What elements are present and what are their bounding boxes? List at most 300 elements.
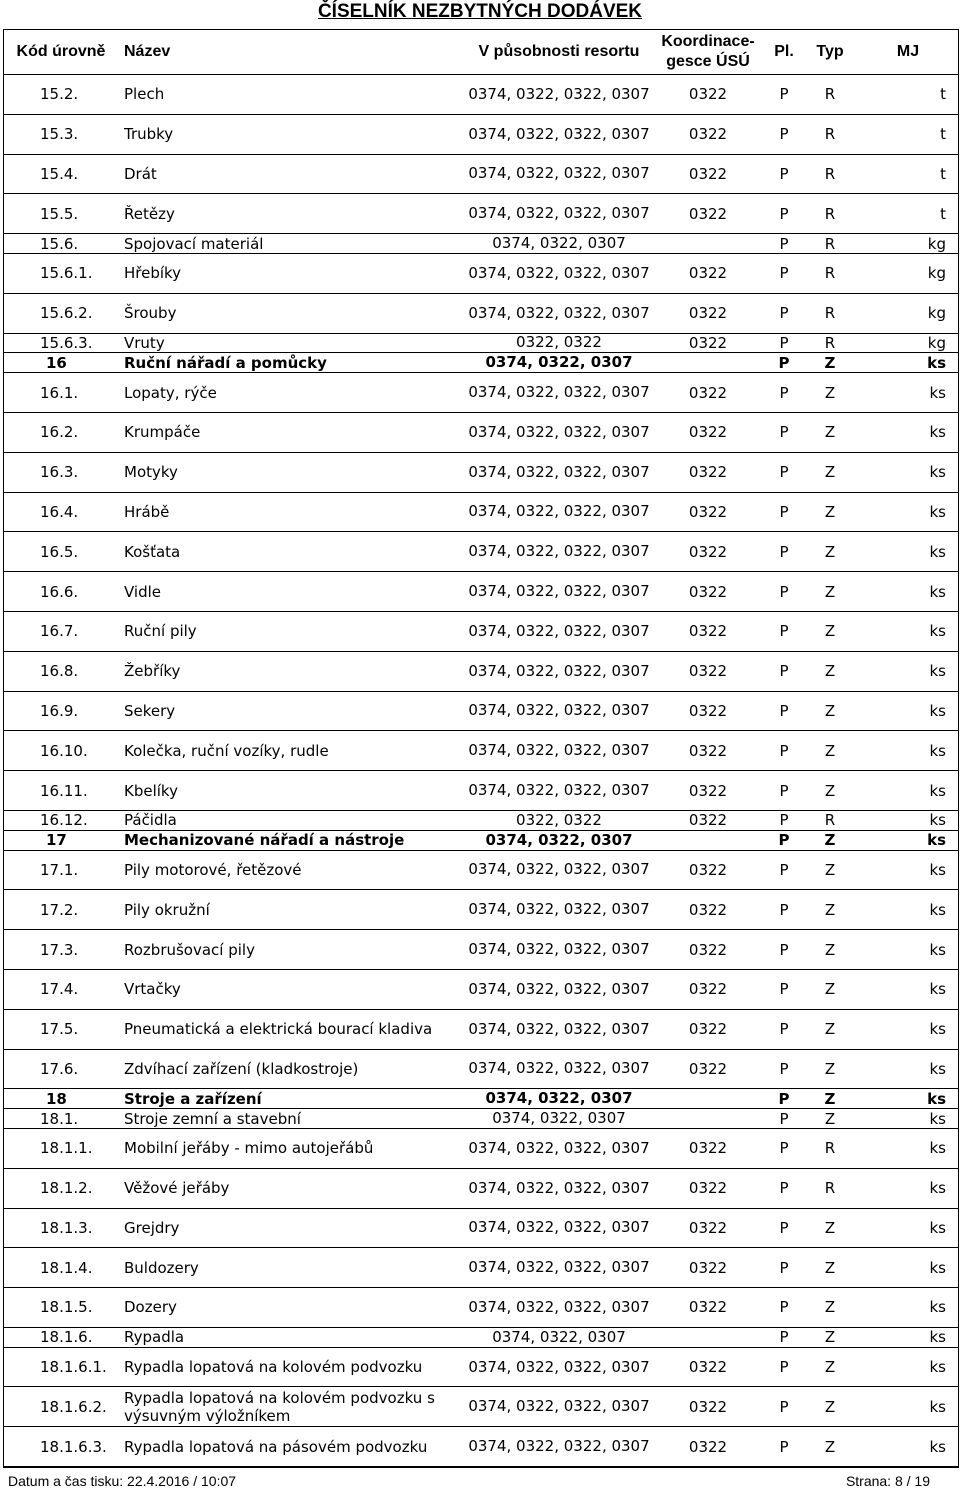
cell-typ: Z bbox=[824, 1109, 836, 1128]
table-row bbox=[4, 1169, 958, 1209]
cell-nazev: Plech bbox=[124, 85, 165, 104]
header-v-pusobnosti: V působnosti resortu bbox=[478, 43, 640, 60]
cell-kod: 15.2. bbox=[40, 85, 79, 104]
cell-typ: Z bbox=[824, 940, 836, 959]
cell-typ: Z bbox=[824, 622, 836, 641]
cell-v-pusobnosti: 0374, 0322, 0322, 0307 bbox=[468, 1178, 650, 1197]
cell-v-pusobnosti: 0374, 0322, 0322, 0307 bbox=[468, 502, 650, 521]
cell-typ: R bbox=[824, 304, 836, 323]
table-row bbox=[4, 1050, 958, 1090]
cell-pl: P bbox=[779, 1179, 789, 1198]
cell-v-pusobnosti: 0374, 0322, 0322, 0307 bbox=[468, 979, 650, 998]
cell-v-pusobnosti: 0374, 0322, 0322, 0307 bbox=[468, 1138, 650, 1157]
cell-v-pusobnosti: 0374, 0322, 0322, 0307 bbox=[468, 582, 650, 601]
cell-koordinace: 0322 bbox=[688, 860, 728, 879]
table-row bbox=[4, 771, 958, 811]
cell-pl: P bbox=[779, 333, 789, 352]
cell-pl: P bbox=[779, 781, 789, 800]
cell-pl: P bbox=[779, 304, 789, 323]
cell-typ: Z bbox=[824, 463, 836, 482]
cell-pl: P bbox=[779, 1020, 789, 1039]
table-row bbox=[4, 612, 958, 652]
cell-nazev: Drát bbox=[124, 164, 157, 183]
cell-koordinace: 0322 bbox=[688, 900, 728, 919]
cell-mj: ks bbox=[929, 811, 946, 830]
cell-v-pusobnosti: 0322, 0322 bbox=[516, 810, 602, 829]
cell-kod: 15.6.1. bbox=[40, 264, 93, 283]
cell-koordinace: 0322 bbox=[688, 304, 728, 323]
cell-mj: ks bbox=[929, 1328, 946, 1347]
section-row bbox=[4, 1089, 958, 1109]
cell-kod: 16.6. bbox=[40, 582, 79, 601]
cell-kod: 17.4. bbox=[40, 980, 79, 999]
table-row bbox=[4, 194, 958, 234]
cell-koordinace: 0322 bbox=[688, 582, 728, 601]
cell-pl: P bbox=[779, 811, 789, 830]
cell-v-pusobnosti: 0374, 0322, 0307 bbox=[485, 830, 633, 849]
cell-nazev: Kolečka, ruční vozíky, rudle bbox=[124, 741, 329, 760]
cell-pl: P bbox=[779, 900, 789, 919]
cell-nazev: Vrtačky bbox=[124, 980, 181, 999]
cell-nazev: Motyky bbox=[124, 463, 178, 482]
table-row bbox=[4, 234, 958, 254]
cell-kod: 18.1.6. bbox=[40, 1328, 93, 1347]
cell-kod: 17 bbox=[46, 831, 67, 850]
cell-mj: ks bbox=[929, 1020, 946, 1039]
table-row bbox=[4, 532, 958, 572]
cell-v-pusobnosti: 0374, 0322, 0322, 0307 bbox=[468, 860, 650, 879]
header-typ: Typ bbox=[816, 43, 844, 60]
cell-pl: P bbox=[779, 1358, 789, 1377]
cell-v-pusobnosti: 0374, 0322, 0307 bbox=[492, 234, 626, 253]
cell-pl: P bbox=[779, 125, 789, 144]
cell-mj: ks bbox=[929, 383, 946, 402]
header-nazev: Název bbox=[124, 43, 171, 60]
cell-koordinace: 0322 bbox=[688, 662, 728, 681]
cell-nazev: Trubky bbox=[124, 125, 174, 144]
cell-typ: R bbox=[824, 234, 836, 253]
cell-mj: ks bbox=[929, 741, 946, 760]
cell-v-pusobnosti: 0374, 0322, 0322, 0307 bbox=[468, 1258, 650, 1277]
cell-kod: 15.6.2. bbox=[40, 304, 93, 323]
cell-koordinace: 0322 bbox=[688, 1437, 728, 1456]
cell-koordinace: 0322 bbox=[688, 980, 728, 999]
cell-kod: 16.7. bbox=[40, 622, 79, 641]
table-row bbox=[4, 1109, 958, 1129]
cell-koordinace: 0322 bbox=[688, 1258, 728, 1277]
cell-mj: kg bbox=[927, 264, 946, 283]
cell-kod: 15.6. bbox=[40, 234, 79, 253]
table-row bbox=[4, 890, 958, 930]
cell-kod: 18.1.5. bbox=[40, 1298, 93, 1317]
cell-typ: Z bbox=[824, 1328, 836, 1347]
cell-pl: P bbox=[779, 860, 789, 879]
cell-mj: ks bbox=[929, 980, 946, 999]
cell-v-pusobnosti: 0374, 0322, 0322, 0307 bbox=[468, 661, 650, 680]
cell-kod: 18.1.3. bbox=[40, 1218, 93, 1237]
cell-v-pusobnosti: 0374, 0322, 0322, 0307 bbox=[468, 741, 650, 760]
header-kod: Kód úrovně bbox=[16, 43, 106, 60]
cell-typ: Z bbox=[824, 1298, 836, 1317]
cell-mj: ks bbox=[929, 1397, 946, 1416]
cell-koordinace: 0322 bbox=[688, 85, 728, 104]
cell-mj: kg bbox=[927, 234, 946, 253]
cell-typ: R bbox=[824, 125, 836, 144]
cell-koordinace: 0322 bbox=[688, 164, 728, 183]
cell-kod: 17.6. bbox=[40, 1059, 79, 1078]
cell-mj: ks bbox=[929, 1218, 946, 1237]
cell-kod: 18.1. bbox=[40, 1109, 79, 1128]
table-row bbox=[4, 811, 958, 831]
cell-kod: 16.5. bbox=[40, 542, 79, 561]
cell-typ: Z bbox=[824, 502, 836, 521]
table-row bbox=[4, 115, 958, 155]
cell-koordinace: 0322 bbox=[688, 622, 728, 641]
cell-v-pusobnosti: 0374, 0322, 0322, 0307 bbox=[468, 1019, 650, 1038]
cell-pl: P bbox=[779, 1397, 789, 1416]
cell-nazev: Hrábě bbox=[124, 502, 170, 521]
cell-pl: P bbox=[779, 1328, 789, 1347]
table-row bbox=[4, 1328, 958, 1348]
cell-v-pusobnosti: 0374, 0322, 0322, 0307 bbox=[468, 940, 650, 959]
header-pl: Pl. bbox=[774, 43, 794, 60]
table-row bbox=[4, 373, 958, 413]
cell-v-pusobnosti: 0374, 0322, 0322, 0307 bbox=[468, 204, 650, 223]
table-row bbox=[4, 1427, 958, 1467]
cell-pl: P bbox=[779, 234, 789, 253]
cell-kod: 15.6.3. bbox=[40, 333, 93, 352]
table-row bbox=[4, 692, 958, 732]
cell-mj: ks bbox=[929, 582, 946, 601]
cell-nazev: Krumpáče bbox=[124, 423, 201, 442]
cell-v-pusobnosti: 0374, 0322, 0322, 0307 bbox=[468, 462, 650, 481]
page-title: ČÍSELNÍK NEZBYTNÝCH DODÁVEK bbox=[317, 1, 643, 22]
cell-nazev: Stroje a zařízení bbox=[124, 1089, 262, 1108]
cell-mj: ks bbox=[929, 1059, 946, 1078]
cell-nazev: Stroje zemní a stavební bbox=[124, 1109, 301, 1128]
cell-koordinace: 0322 bbox=[688, 701, 728, 720]
cell-typ: Z bbox=[824, 781, 836, 800]
cell-kod: 16.8. bbox=[40, 662, 79, 681]
cell-kod: 17.2. bbox=[40, 900, 79, 919]
cell-pl: P bbox=[779, 940, 789, 959]
cell-koordinace: 0322 bbox=[688, 811, 728, 830]
cell-mj: ks bbox=[929, 463, 946, 482]
cell-v-pusobnosti: 0374, 0322, 0322, 0307 bbox=[468, 1218, 650, 1237]
cell-koordinace: 0322 bbox=[688, 1020, 728, 1039]
cell-kod: 18 bbox=[46, 1089, 67, 1108]
cell-typ: Z bbox=[824, 1397, 836, 1416]
cell-pl: P bbox=[779, 582, 789, 601]
cell-typ: R bbox=[824, 811, 836, 830]
cell-pl: P bbox=[779, 1059, 789, 1078]
cell-koordinace: 0322 bbox=[688, 264, 728, 283]
cell-koordinace: 0322 bbox=[688, 1179, 728, 1198]
cell-nazev: Pily motorové, řetězové bbox=[124, 860, 302, 879]
cell-koordinace: 0322 bbox=[688, 1358, 728, 1377]
cell-kod: 17.5. bbox=[40, 1020, 79, 1039]
table-row bbox=[4, 851, 958, 891]
cell-v-pusobnosti: 0374, 0322, 0322, 0307 bbox=[468, 1297, 650, 1316]
cell-nazev: Dozery bbox=[124, 1298, 177, 1317]
cell-nazev: Lopaty, rýče bbox=[124, 383, 217, 402]
cell-nazev: Žebříky bbox=[124, 662, 181, 681]
cell-nazev: Řetězy bbox=[124, 204, 175, 223]
table-row bbox=[4, 652, 958, 692]
cell-nazev: Buldozery bbox=[124, 1258, 199, 1277]
cell-pl: P bbox=[779, 1437, 789, 1456]
cell-nazev: Sekery bbox=[124, 701, 176, 720]
cell-v-pusobnosti: 0374, 0322, 0322, 0307 bbox=[468, 1397, 650, 1416]
cell-mj: ks bbox=[929, 622, 946, 641]
cell-koordinace bbox=[650, 353, 766, 372]
cell-nazev: Pneumatická a elektrická bourací kladiva bbox=[124, 1020, 433, 1039]
cell-nazev: Rypadla lopatová na kolovém podvozku bbox=[124, 1358, 423, 1377]
cell-pl: P bbox=[779, 622, 789, 641]
cell-pl: P bbox=[779, 1139, 789, 1158]
print-date: Datum a čas tisku: 22.4.2016 / 10:07 bbox=[8, 1473, 237, 1489]
cell-kod: 15.3. bbox=[40, 125, 79, 144]
cell-mj: ks bbox=[929, 1298, 946, 1317]
cell-typ: Z bbox=[824, 1059, 836, 1078]
cell-koordinace: 0322 bbox=[688, 741, 728, 760]
cell-koordinace: 0322 bbox=[688, 781, 728, 800]
cell-mj: ks bbox=[929, 542, 946, 561]
cell-kod: 16.11. bbox=[40, 781, 88, 800]
cell-mj: ks bbox=[929, 502, 946, 521]
cell-mj: ks bbox=[929, 701, 946, 720]
table-row bbox=[4, 334, 958, 354]
cell-v-pusobnosti: 0374, 0322, 0322, 0307 bbox=[468, 1059, 650, 1078]
cell-typ: Z bbox=[824, 542, 836, 561]
cell-koordinace: 0322 bbox=[688, 1059, 728, 1078]
cell-kod: 16.10. bbox=[40, 741, 88, 760]
table-row bbox=[4, 930, 958, 970]
cell-v-pusobnosti: 0374, 0322, 0322, 0307 bbox=[468, 164, 650, 183]
cell-nazev: Páčidla bbox=[124, 811, 177, 830]
cell-v-pusobnosti: 0374, 0322, 0322, 0307 bbox=[468, 1357, 650, 1376]
cell-pl: P bbox=[779, 164, 789, 183]
page-number: Strana: 8 / 19 bbox=[845, 1473, 930, 1489]
table-row bbox=[4, 1387, 958, 1427]
cell-koordinace: 0322 bbox=[688, 502, 728, 521]
cell-pl: P bbox=[779, 542, 789, 561]
cell-kod: 18.1.6.3. bbox=[40, 1437, 107, 1456]
cell-nazev: Šrouby bbox=[124, 304, 177, 323]
table-row bbox=[4, 1348, 958, 1388]
cell-koordinace: 0322 bbox=[688, 125, 728, 144]
cell-pl: P bbox=[779, 463, 789, 482]
cell-pl: P bbox=[779, 1258, 789, 1277]
table-row bbox=[4, 572, 958, 612]
cell-pl: P bbox=[779, 980, 789, 999]
cell-v-pusobnosti: 0374, 0322, 0322, 0307 bbox=[468, 621, 650, 640]
cell-nazev: Vidle bbox=[124, 582, 162, 601]
cell-nazev: Grejdry bbox=[124, 1218, 180, 1237]
cell-typ: Z bbox=[824, 701, 836, 720]
cell-kod: 18.1.2. bbox=[40, 1179, 93, 1198]
cell-typ: Z bbox=[824, 423, 836, 442]
cell-pl: P bbox=[779, 1109, 789, 1128]
cell-kod: 16.2. bbox=[40, 423, 79, 442]
cell-kod: 16.3. bbox=[40, 463, 79, 482]
cell-pl: P bbox=[779, 662, 789, 681]
cell-kod: 16 bbox=[46, 353, 67, 372]
cell-nazev: Věžové jeřáby bbox=[124, 1179, 230, 1198]
table-row bbox=[4, 155, 958, 195]
cell-typ: R bbox=[824, 204, 836, 223]
table-row bbox=[4, 294, 958, 334]
table-row bbox=[4, 1288, 958, 1328]
cell-typ: Z bbox=[824, 900, 836, 919]
cell-nazev: Zdvíhací zařízení (kladkostroje) bbox=[124, 1059, 359, 1078]
cell-nazev: Spojovací materiál bbox=[124, 234, 264, 253]
cell-mj: ks bbox=[927, 1089, 946, 1108]
cell-pl: P bbox=[779, 1218, 789, 1237]
table-header bbox=[4, 29, 958, 75]
cell-nazev: Mobilní jeřáby - mimo autojeřábů bbox=[124, 1139, 374, 1158]
cell-kod: 17.1. bbox=[40, 860, 79, 879]
cell-nazev: Rypadla bbox=[124, 1328, 185, 1347]
cell-pl: P bbox=[779, 741, 789, 760]
cell-mj: ks bbox=[929, 781, 946, 800]
cell-typ: R bbox=[824, 1179, 836, 1198]
cell-koordinace bbox=[650, 1328, 766, 1347]
cell-nazev: Ruční nářadí a pomůcky bbox=[124, 353, 327, 372]
table-body bbox=[4, 75, 958, 1467]
table-row bbox=[4, 254, 958, 294]
cell-v-pusobnosti: 0374, 0322, 0307 bbox=[485, 353, 633, 372]
cell-mj: t bbox=[940, 125, 946, 144]
cell-v-pusobnosti: 0374, 0322, 0307 bbox=[485, 1089, 633, 1108]
cell-kod: 16.9. bbox=[40, 701, 79, 720]
cell-typ: Z bbox=[824, 741, 836, 760]
cell-typ: Z bbox=[824, 1358, 836, 1377]
cell-v-pusobnosti: 0374, 0322, 0322, 0307 bbox=[468, 422, 650, 441]
cell-pl: P bbox=[778, 831, 790, 850]
cell-koordinace bbox=[650, 1089, 766, 1108]
cell-mj: ks bbox=[929, 1139, 946, 1158]
cell-typ: Z bbox=[824, 831, 836, 850]
cell-mj: ks bbox=[929, 1109, 946, 1128]
table-row bbox=[4, 413, 958, 453]
cell-mj: ks bbox=[929, 1258, 946, 1277]
cell-typ: R bbox=[824, 264, 836, 283]
cell-typ: Z bbox=[824, 1218, 836, 1237]
header-mj: MJ bbox=[896, 43, 920, 60]
cell-koordinace: 0322 bbox=[688, 1218, 728, 1237]
cell-nazev: Košťata bbox=[124, 542, 181, 561]
cell-pl: P bbox=[779, 423, 789, 442]
cell-koordinace: 0322 bbox=[688, 940, 728, 959]
cell-v-pusobnosti: 0374, 0322, 0322, 0307 bbox=[468, 124, 650, 143]
cell-pl: P bbox=[779, 502, 789, 521]
cell-kod: 16.1. bbox=[40, 383, 79, 402]
cell-v-pusobnosti: 0374, 0322, 0322, 0307 bbox=[468, 1437, 650, 1456]
cell-nazev: Mechanizované nářadí a nástroje bbox=[124, 831, 405, 850]
cell-koordinace: 0322 bbox=[688, 1298, 728, 1317]
cell-v-pusobnosti: 0374, 0322, 0322, 0307 bbox=[468, 900, 650, 919]
cell-kod: 15.4. bbox=[40, 164, 79, 183]
cell-mj: t bbox=[940, 164, 946, 183]
cell-v-pusobnosti: 0374, 0322, 0322, 0307 bbox=[468, 383, 650, 402]
cell-typ: R bbox=[824, 1139, 836, 1158]
table-row bbox=[4, 1010, 958, 1050]
cell-koordinace: 0322 bbox=[688, 383, 728, 402]
cell-typ: R bbox=[824, 164, 836, 183]
table-row bbox=[4, 75, 958, 115]
cell-koordinace: 0322 bbox=[688, 1139, 728, 1158]
cell-koordinace: 0322 bbox=[688, 1397, 728, 1416]
cell-mj: ks bbox=[929, 1437, 946, 1456]
table-row bbox=[4, 1248, 958, 1288]
table-row bbox=[4, 1209, 958, 1249]
cell-mj: ks bbox=[929, 860, 946, 879]
cell-typ: R bbox=[824, 85, 836, 104]
cell-kod: 18.1.4. bbox=[40, 1258, 93, 1277]
cell-kod: 15.5. bbox=[40, 204, 79, 223]
cell-nazev: Rozbrušovací pily bbox=[124, 940, 255, 959]
cell-mj: ks bbox=[929, 940, 946, 959]
cell-pl: P bbox=[779, 85, 789, 104]
cell-typ: Z bbox=[824, 662, 836, 681]
cell-mj: kg bbox=[927, 304, 946, 323]
cell-nazev: Hřebíky bbox=[124, 264, 182, 283]
cell-kod: 18.1.1. bbox=[40, 1139, 93, 1158]
cell-pl: P bbox=[779, 204, 789, 223]
cell-v-pusobnosti: 0374, 0322, 0322, 0307 bbox=[468, 781, 650, 800]
cell-pl: P bbox=[778, 1089, 790, 1108]
cell-mj: t bbox=[940, 85, 946, 104]
cell-v-pusobnosti: 0374, 0322, 0322, 0307 bbox=[468, 263, 650, 282]
table-row bbox=[4, 493, 958, 533]
cell-v-pusobnosti: 0374, 0322, 0322, 0307 bbox=[468, 542, 650, 561]
cell-koordinace: 0322 bbox=[688, 423, 728, 442]
cell-koordinace: 0322 bbox=[688, 204, 728, 223]
cell-koordinace: 0322 bbox=[688, 542, 728, 561]
cell-typ: Z bbox=[824, 860, 836, 879]
cell-koordinace bbox=[650, 1109, 766, 1128]
cell-v-pusobnosti: 0374, 0322, 0322, 0307 bbox=[468, 84, 650, 103]
cell-v-pusobnosti: 0374, 0322, 0307 bbox=[492, 1327, 626, 1346]
cell-mj: t bbox=[940, 204, 946, 223]
supplies-table bbox=[3, 29, 959, 1468]
cell-typ: Z bbox=[824, 582, 836, 601]
section-row bbox=[4, 831, 958, 851]
cell-kod: 16.12. bbox=[40, 811, 88, 830]
cell-mj: ks bbox=[929, 662, 946, 681]
cell-mj: ks bbox=[929, 423, 946, 442]
cell-nazev: Ruční pily bbox=[124, 622, 197, 641]
cell-koordinace: 0322 bbox=[688, 463, 728, 482]
header-koordinace: Koordinace-gesce ÚSÚ bbox=[661, 33, 755, 70]
cell-typ: Z bbox=[824, 1020, 836, 1039]
table-row bbox=[4, 1129, 958, 1169]
cell-kod: 17.3. bbox=[40, 940, 79, 959]
cell-pl: P bbox=[779, 701, 789, 720]
cell-mj: kg bbox=[927, 333, 946, 352]
cell-kod: 16.4. bbox=[40, 502, 79, 521]
cell-pl: P bbox=[779, 383, 789, 402]
cell-mj: ks bbox=[929, 1358, 946, 1377]
cell-typ: R bbox=[824, 333, 836, 352]
cell-typ: Z bbox=[824, 980, 836, 999]
cell-kod: 18.1.6.1. bbox=[40, 1358, 107, 1377]
cell-mj: ks bbox=[927, 353, 946, 372]
cell-koordinace bbox=[650, 234, 766, 253]
cell-typ: Z bbox=[824, 1258, 836, 1277]
table-row bbox=[4, 970, 958, 1010]
